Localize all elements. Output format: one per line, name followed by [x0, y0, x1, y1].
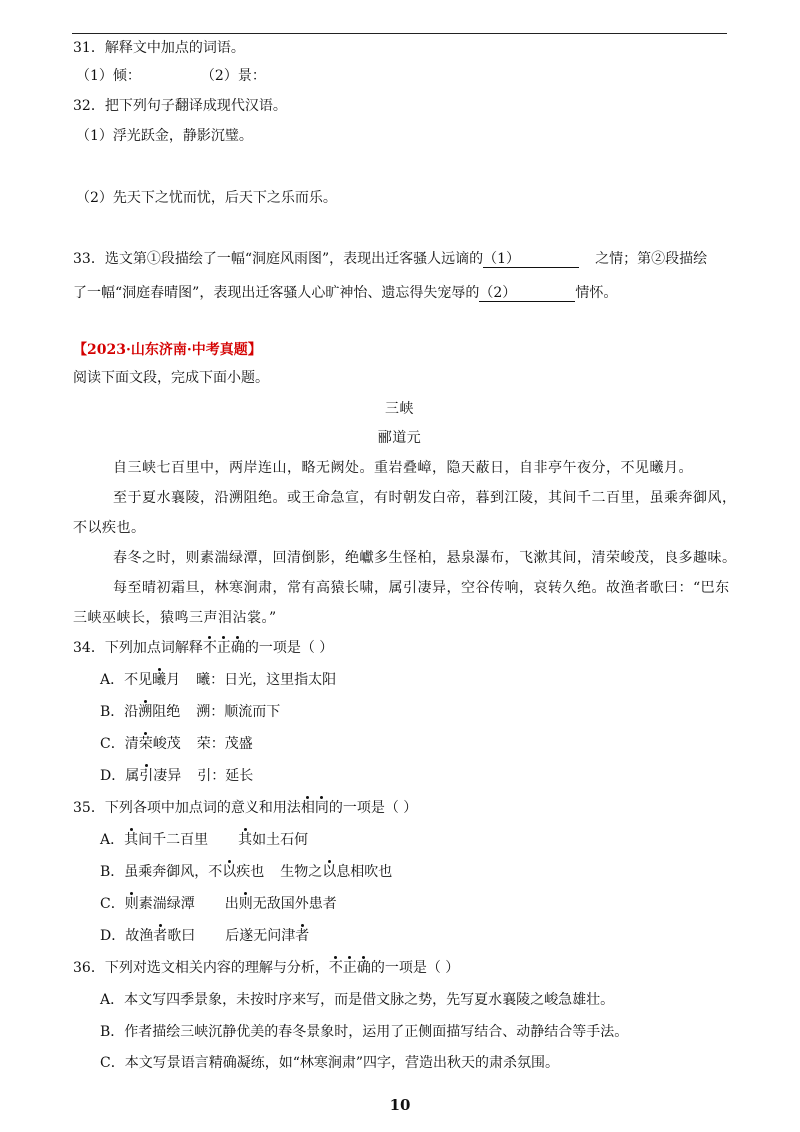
q36-option-b[interactable]: B．作者描绘三峡沉静优美的春冬景象时，运用了正侧面描写结合、动静结合等手法。: [100, 1024, 629, 1040]
page-number: 10: [389, 1096, 411, 1114]
q36-stem: 36．下列对选文相关内容的理解与分析，不正确的一项是（ ）: [73, 960, 460, 976]
passage-p1: 自三峡七百里中，两岸连山，略无阙处。重岩叠嶂，隐天蔽日，自非亭午夜分，不见曦月。: [113, 460, 693, 476]
q35-option-b[interactable]: B．虽乘奔御风，不以疾也 生物之以息相吹也: [100, 864, 393, 880]
q32-item1: （1）浮光跃金，静影沉璧。: [76, 128, 253, 144]
q31-items: [76, 66, 266, 86]
reading-intro: 阅读下面文段，完成下面小题。: [73, 370, 269, 386]
passage-author: 郦道元: [377, 430, 422, 446]
q35-option-d[interactable]: D．故渔者歌曰 后遂无问津者: [100, 928, 310, 944]
q31-item1: （1）倾：: [76, 68, 141, 84]
q33-blank2: （2）: [479, 285, 575, 302]
passage-p2a: 至于夏水襄陵，沿溯阻绝。或王命急宣，有时朝发白帝，暮到江陵，其间千二百里，虽乘奔御风，: [113, 490, 737, 506]
passage-p3: 春冬之时，则素湍绿潭，回清倒影，绝巘多生怪柏，悬泉瀑布，飞漱其间，清荣峻茂，良多趣味。: [113, 550, 737, 566]
q33-blank1: （1）: [483, 251, 579, 268]
q33-line2: 了一幅“洞庭春晴图”，表现出迁客骚人心旷神怡、遗忘得失宠辱的（2） 情怀。: [73, 285, 618, 301]
q31-title: 31．解释文中加点的词语。: [73, 40, 245, 56]
passage-p4a: 每至晴初霜旦，林寒涧肃，常有高猿长啸，属引凄异，空谷传响，哀转久绝。故渔者歌曰：“巴东: [113, 580, 730, 596]
q31-item2: （2）景：: [200, 68, 266, 84]
passage-p4b: 三峡巫峡长，猿鸣三声泪沾裳。”: [73, 610, 277, 626]
q36-option-a[interactable]: A．本文写四季景象，未按时序来写，而是借文脉之势，先写夏水襄陵之峻急雄壮。: [100, 992, 615, 1008]
source-tag: 【2023·山东济南·中考真题】: [73, 342, 262, 358]
passage-p2b: 不以疾也。: [73, 520, 146, 536]
q34-option-a[interactable]: A．不见曦月 曦：日光，这里指太阳: [100, 672, 337, 688]
q35-stem: 35．下列各项中加点词的意义和用法相同的一项是（ ）: [73, 800, 418, 816]
q35-option-a[interactable]: A．其间千二百里 其如土石何: [100, 832, 309, 848]
q34-option-d[interactable]: D．属引凄异 引：延长: [100, 768, 254, 784]
q34-stem: 34．下列加点词解释不正确的一项是（ ）: [73, 640, 334, 656]
q34-option-c[interactable]: C．清荣峻茂 荣：茂盛: [100, 736, 253, 752]
q34-option-b[interactable]: B．沿溯阻绝 溯：顺流而下: [100, 704, 281, 720]
q33-line1: 33．选文第①段描绘了一幅“洞庭风雨图”，表现出迁客骚人远谪的（1） 之情；第②段描绘: [73, 251, 708, 267]
q32-item2: （2）先天下之忧而忧，后天下之乐而乐。: [76, 190, 337, 206]
q36-option-c[interactable]: C．本文写景语言精确凝练，如“林寒涧肃”四字，营造出秋天的肃杀氛围。: [100, 1055, 560, 1071]
q35-option-c[interactable]: C．则素湍绿潭 出则无敌国外患者: [100, 896, 337, 912]
q32-title: 32．把下列句子翻译成现代汉语。: [73, 98, 287, 114]
header-rule: [72, 33, 727, 34]
passage-title: 三峡: [385, 401, 414, 417]
